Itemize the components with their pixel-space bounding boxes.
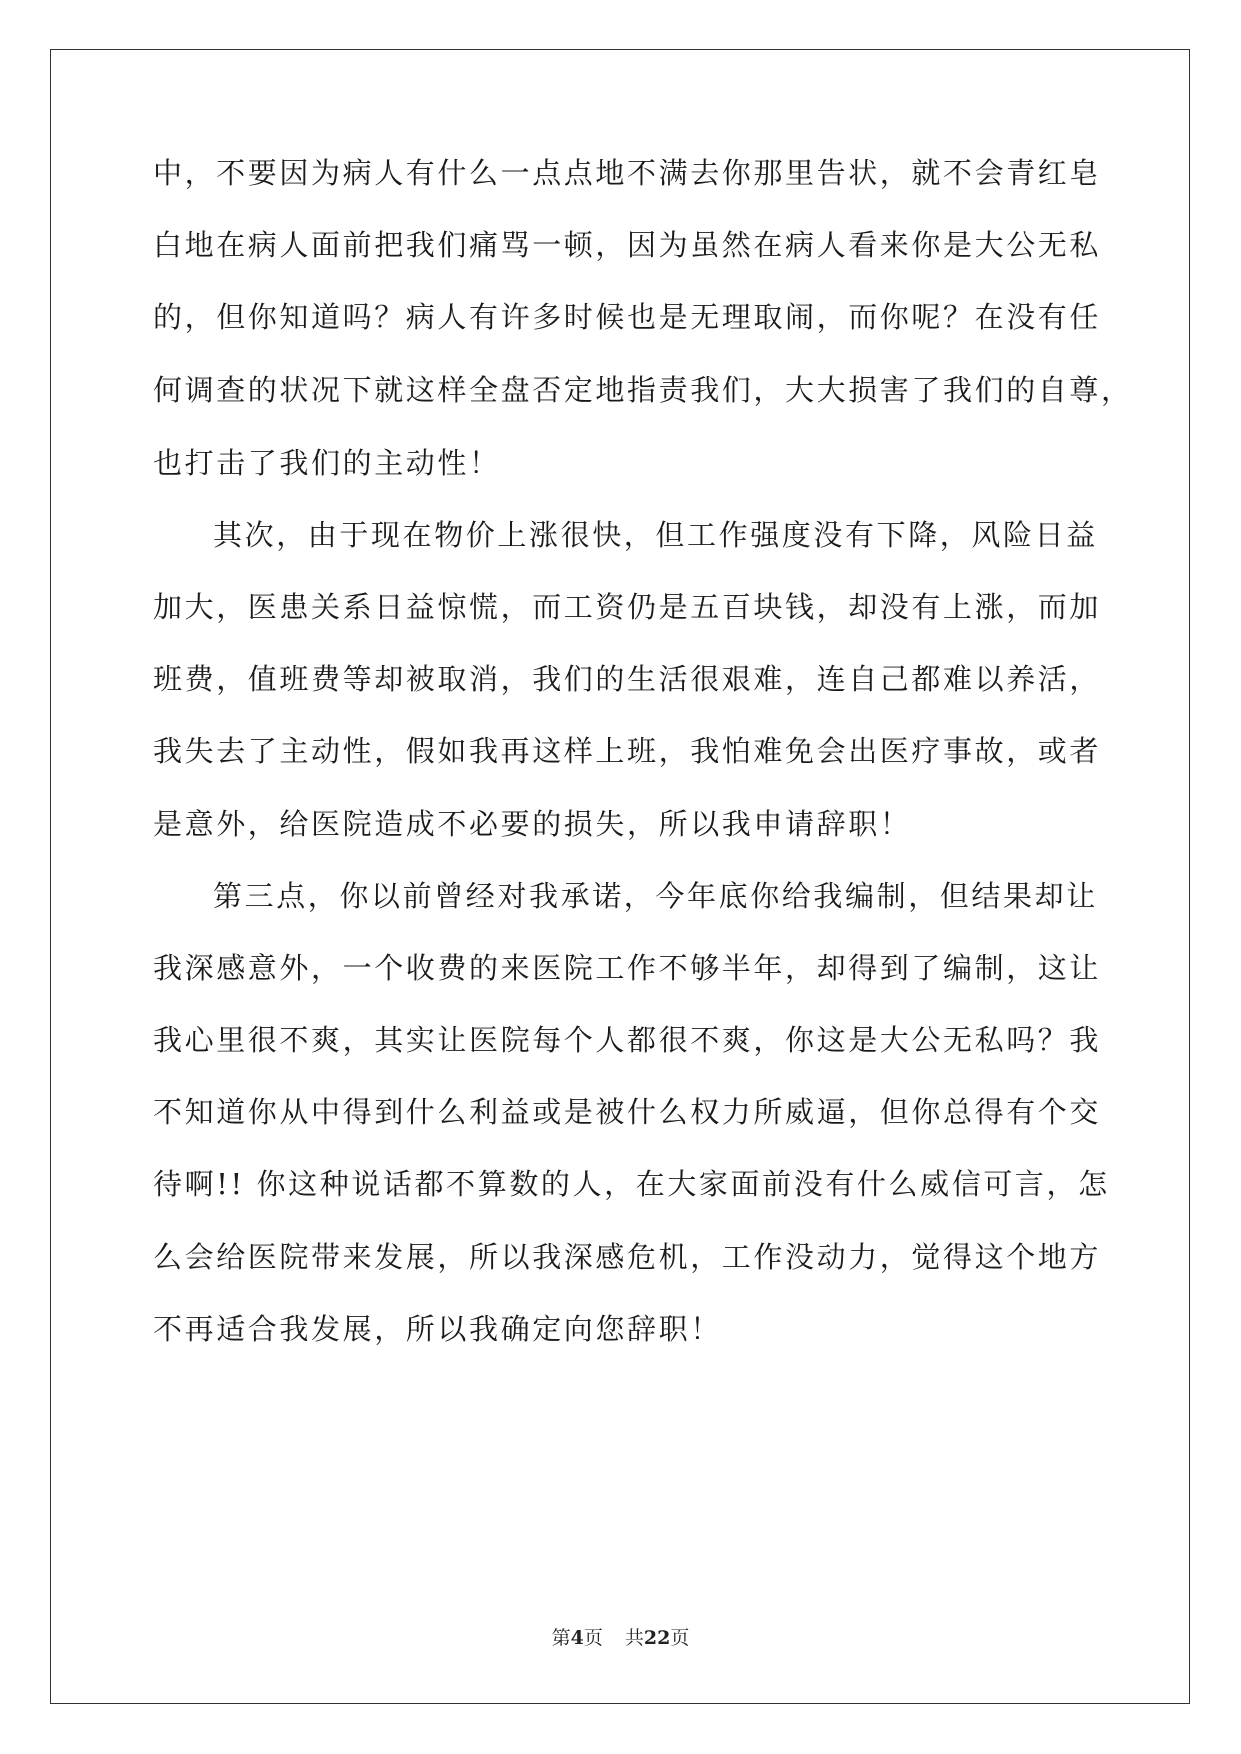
text-line: 待啊!! 你这种说话都不算数的人，在大家面前没有什么威信可言，怎 [153,1167,1110,1201]
text-line: 中，不要因为病人有什么一点点地不满去你那里告状，就不会青红皂 [153,156,1102,190]
page-border [50,49,1190,1704]
text-line: 的，但你知道吗？病人有许多时候也是无理取闹，而你呢？在没有任 [153,300,1102,334]
page-number: 4 [570,1627,584,1649]
text-line: 不再适合我发展，所以我确定向您辞职！ [153,1312,722,1346]
text-line: 我深感意外，一个收费的来医院工作不够半年，却得到了编制，这让 [153,951,1102,985]
text-line: 何调查的状况下就这样全盘否定地指责我们，大大损害了我们的自尊， [153,373,1133,407]
text-line: 不知道你从中得到什么利益或是被什么权力所威逼，但你总得有个交 [153,1095,1102,1129]
text-line: 也打击了我们的主动性！ [153,446,501,480]
total-prefix: 共 [624,1627,644,1649]
text-line: 我失去了主动性，假如我再这样上班，我怕难免会出医疗事故，或者 [153,734,1102,768]
text-line: 班费，值班费等却被取消，我们的生活很艰难，连自己都难以养活， [153,662,1102,696]
text-line: 白地在病人面前把我们痛骂一顿，因为虽然在病人看来你是大公无私 [153,228,1102,262]
total-suffix: 页 [670,1627,690,1649]
text-line: 加大，医患关系日益惊慌，而工资仍是五百块钱，却没有上涨，而加 [153,590,1102,624]
text-line: 么会给医院带来发展，所以我深感危机，工作没动力，觉得这个地方 [153,1240,1102,1274]
paragraph-start-line: 第三点，你以前曾经对我承诺，今年底你给我编制，但结果却让 [213,879,1098,913]
page-footer [0,1626,1241,1650]
paragraph-start-line: 其次，由于现在物价上涨很快，但工作强度没有下降，风险日益 [213,518,1098,552]
page-prefix: 第 [551,1627,571,1649]
page-suffix: 页 [583,1627,603,1649]
total-pages: 22 [643,1627,671,1649]
text-line: 是意外，给医院造成不必要的损失，所以我申请辞职！ [153,807,912,841]
text-line: 我心里很不爽，其实让医院每个人都很不爽，你这是大公无私吗？我 [153,1023,1102,1057]
